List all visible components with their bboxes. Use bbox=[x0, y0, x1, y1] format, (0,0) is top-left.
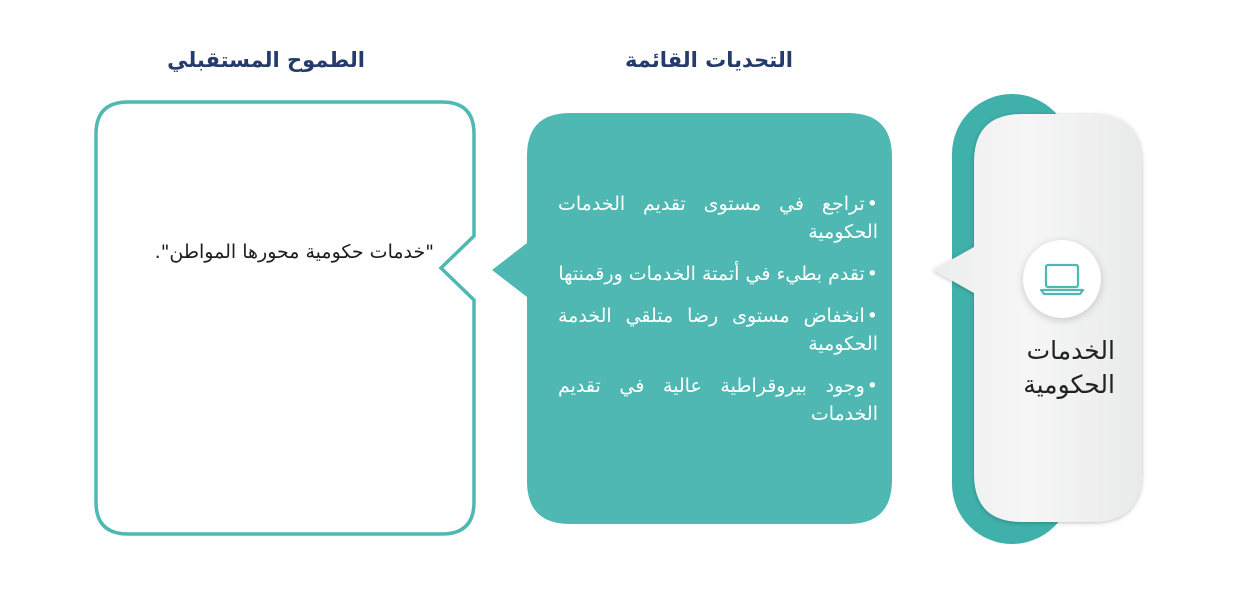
challenges-heading: التحديات القائمة bbox=[625, 48, 793, 72]
challenges-list bbox=[558, 190, 878, 442]
bullet-marker: • bbox=[866, 263, 878, 285]
challenge-text: تراجع في مستوى تقديم الخدمات الحكومية bbox=[558, 193, 878, 243]
laptop-icon bbox=[1023, 240, 1101, 318]
challenge-item bbox=[558, 260, 878, 288]
ambition-card bbox=[96, 102, 474, 534]
bullet-marker: • bbox=[866, 193, 878, 215]
ambition-heading: الطموح المستقبلي bbox=[167, 48, 365, 72]
bullet-marker: • bbox=[866, 375, 878, 397]
service-title: الخدمات الحكومية bbox=[1023, 336, 1115, 399]
challenge-text: انخفاض مستوى رضا متلقي الخدمة الحكومية bbox=[558, 305, 878, 355]
challenge-item bbox=[558, 372, 878, 428]
ambition-text: "خدمات حكومية محورها المواطن". bbox=[154, 241, 434, 263]
challenge-text: تقدم بطيء في أتمتة الخدمات ورقمنتها bbox=[558, 263, 865, 285]
bullet-marker: • bbox=[866, 305, 878, 327]
challenge-text: وجود بيروقراطية عالية في تقديم الخدمات bbox=[558, 375, 878, 425]
challenge-item bbox=[558, 190, 878, 246]
challenge-item bbox=[558, 302, 878, 358]
